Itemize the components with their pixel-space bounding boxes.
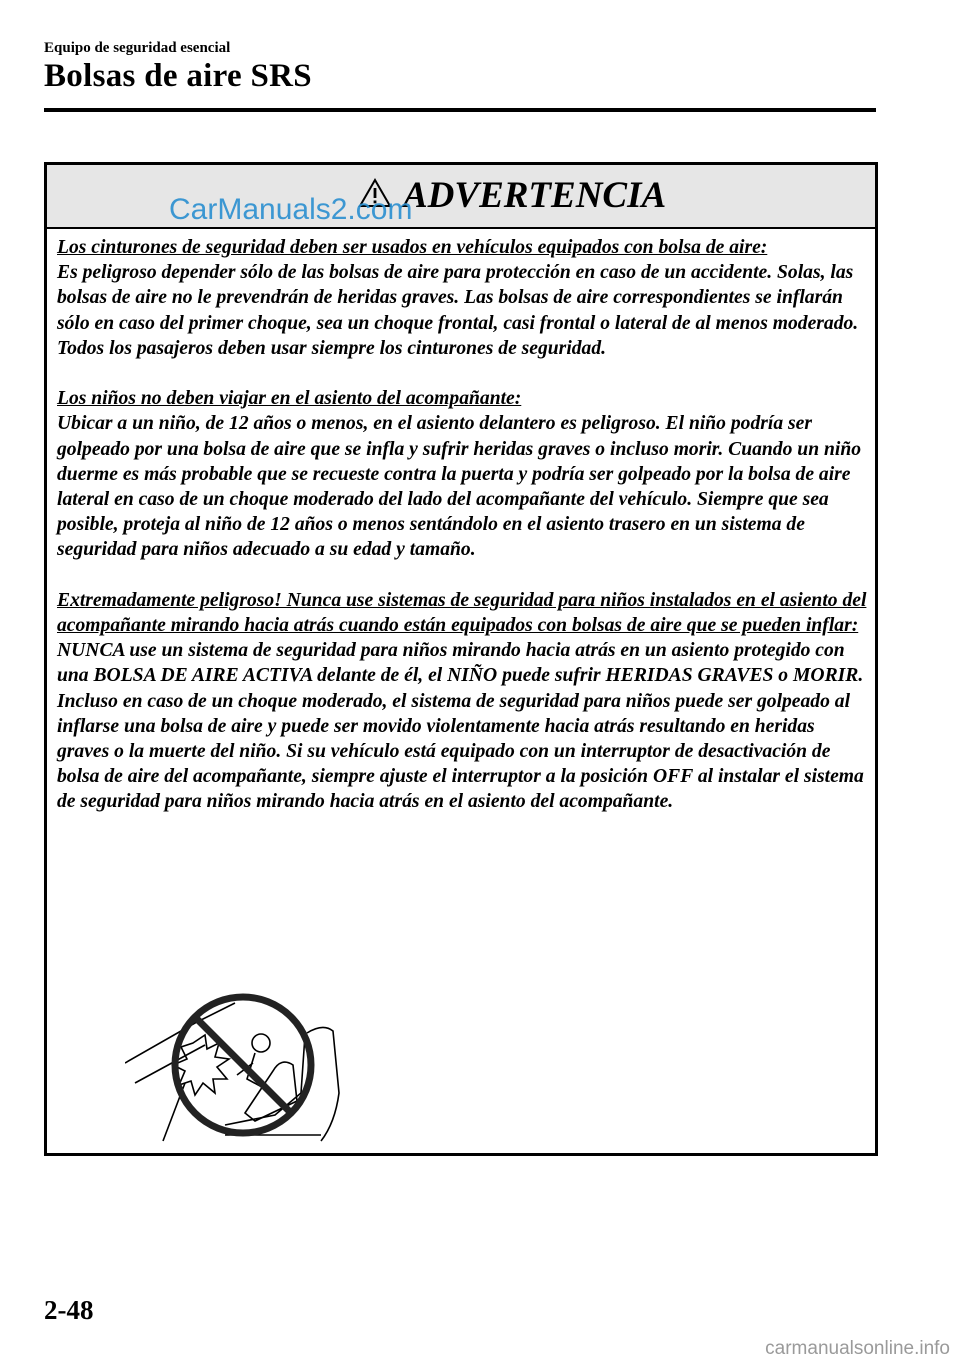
warning-paragraph (57, 588, 869, 815)
warning-paragraph (57, 235, 869, 361)
warning-heading: ADVERTENCIA (403, 175, 667, 216)
page-number: 2-48 (44, 1295, 94, 1325)
paragraph-title: Los niños no deben viajar en el asiento del acompañante: (57, 388, 522, 410)
paragraph-text: Es peligroso depender sólo de las bolsas de aire para protección en caso de un accidente. Solas, las bolsas de aire no le prevendrán de heridas graves. Las bolsas de aire correspondientes se inflarán sólo en caso del primer choque, sea un choque frontal, casi frontal o lateral de al menos moderado. Todos los pasajeros deben usar siempre los cinturones de seguridad. (57, 262, 859, 359)
section-label: Equipo de seguridad esencial (44, 40, 231, 56)
title-divider (44, 108, 876, 112)
warning-body (57, 235, 869, 840)
paragraph-text: Incluso en caso de un choque moderado, el sistema de seguridad para niños puede ser golpeado al inflarse una bolsa de aire y puede ser movido violentamente hacia atrás resultando en heridas graves o la muerte del niño. Si su vehículo está equipado con un interruptor de desactivación de bolsa de aire del acompañante, siempre ajuste el interruptor a la posición OFF al instalar el sistema de seguridad para niños mirando hacia atrás en el asiento del acompañante. (57, 690, 864, 813)
warning-header (47, 165, 875, 229)
warning-box (44, 162, 878, 1156)
warning-paragraph (57, 386, 869, 562)
rear-facing-child-seat-prohibited-illustration (125, 983, 365, 1143)
paragraph-title: Los cinturones de seguridad deben ser usados en vehículos equipados con bolsa de aire: (57, 237, 768, 258)
paragraph-text: Ubicar a un niño, de 12 años o menos, en el asiento delantero es peligroso. El niño podría ser golpeado por una bolsa de aire que se infla y sufrir heridas graves o incluso morir. Cuando un niño duerme es más probable que se recueste contra la puerta y podría ser golpeado por la bolsa de aire lateral en caso de un choque moderado del lado del acompañante del vehículo. Siempre que sea posible, proteja al niño de 12 años o menos sentándolo en el asiento trasero en un sistema de seguridad para niños adecuado a su edad y tamaño. (57, 413, 862, 561)
footer-site-link[interactable]: carmanualsonline.info (765, 1338, 950, 1359)
paragraph-title: Extremadamente peligroso! Nunca use sistemas de seguridad para niños instalados en el asiento del acompañante mirando hacia atrás cuando están equipados con bolsas de aire que se pueden inflar: (57, 589, 867, 637)
page-title: Bolsas de aire SRS (44, 58, 312, 94)
paragraph-text: NUNCA use un sistema de seguridad para niños mirando hacia atrás en un asiento protegido con una BOLSA DE AIRE ACTIVA delante de él, el NIÑO puede sufrir HERIDAS GRAVES o MORIR. (57, 640, 864, 687)
watermark: CarManuals2.com (169, 193, 413, 226)
